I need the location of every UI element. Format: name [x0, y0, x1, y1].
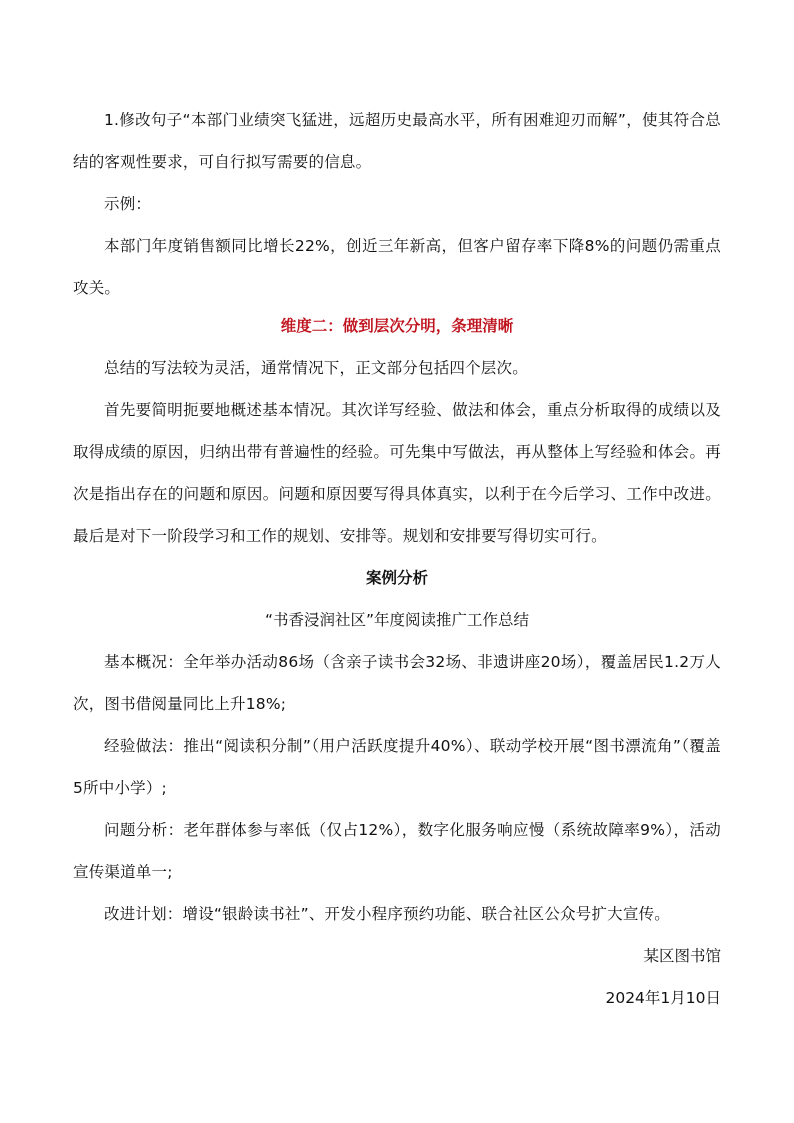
paragraph-improvement-plan: 改进计划：增设“银龄读书社”、开发小程序预约功能、联合社区公众号扩大宣传。 — [104, 905, 670, 923]
section-heading-dimension-two: 维度二：做到层次分明，条理清晰 — [280, 317, 514, 335]
paragraph-revise-sentence: 1.修改句子“本部门业绩突飞猛进，远超历史最高水平，所有困难迎刃而解”，使其符合总结的客观性要求，可自行拟写需要的信息。 — [73, 111, 721, 171]
case-title: “书香浸润社区”年度阅读推广工作总结 — [264, 611, 530, 629]
signature: 某区图书馆 — [643, 947, 721, 965]
date: 2024年1月10日 — [605, 989, 721, 1007]
paragraph-example-label: 示例： — [104, 195, 152, 213]
paragraph-structure-intro: 总结的写法较为灵活，通常情况下，正文部分包括四个层次。 — [104, 359, 528, 377]
paragraph-example-text: 本部门年度销售额同比增长22%，创近三年新高，但客户留存率下降8%的问题仍需重点攻关。 — [73, 237, 721, 297]
paragraph-experience: 经验做法：推出“阅读积分制”（用户活跃度提升40%）、联动学校开展“图书漂流角”（覆盖5所中小学）; — [73, 737, 721, 797]
paragraph-basic-overview: 基本概况：全年举办活动86场（含亲子读书会32场、非遗讲座20场），覆盖居民1.2万人次，图书借阅量同比上升18%; — [73, 653, 721, 713]
section-heading-case-analysis: 案例分析 — [365, 569, 428, 587]
paragraph-problem-analysis: 问题分析：老年群体参与率低（仅占12%），数字化服务响应慢（系统故障率9%），活动宣传渠道单一; — [73, 821, 721, 881]
paragraph-structure-detail: 首先要简明扼要地概述基本情况。其次详写经验、做法和体会，重点分析取得的成绩以及取得成绩的原因，归纳出带有普遍性的经验。可先集中写做法，再从整体上写经验和体会。再次是指出存在的问题和原因。问题和原因要写得具体真实，以利于在今后学习、工作中改进。最后是对下一阶段学习和工作的规划、安排等。规划和安排要写得切实可行。 — [73, 401, 721, 545]
